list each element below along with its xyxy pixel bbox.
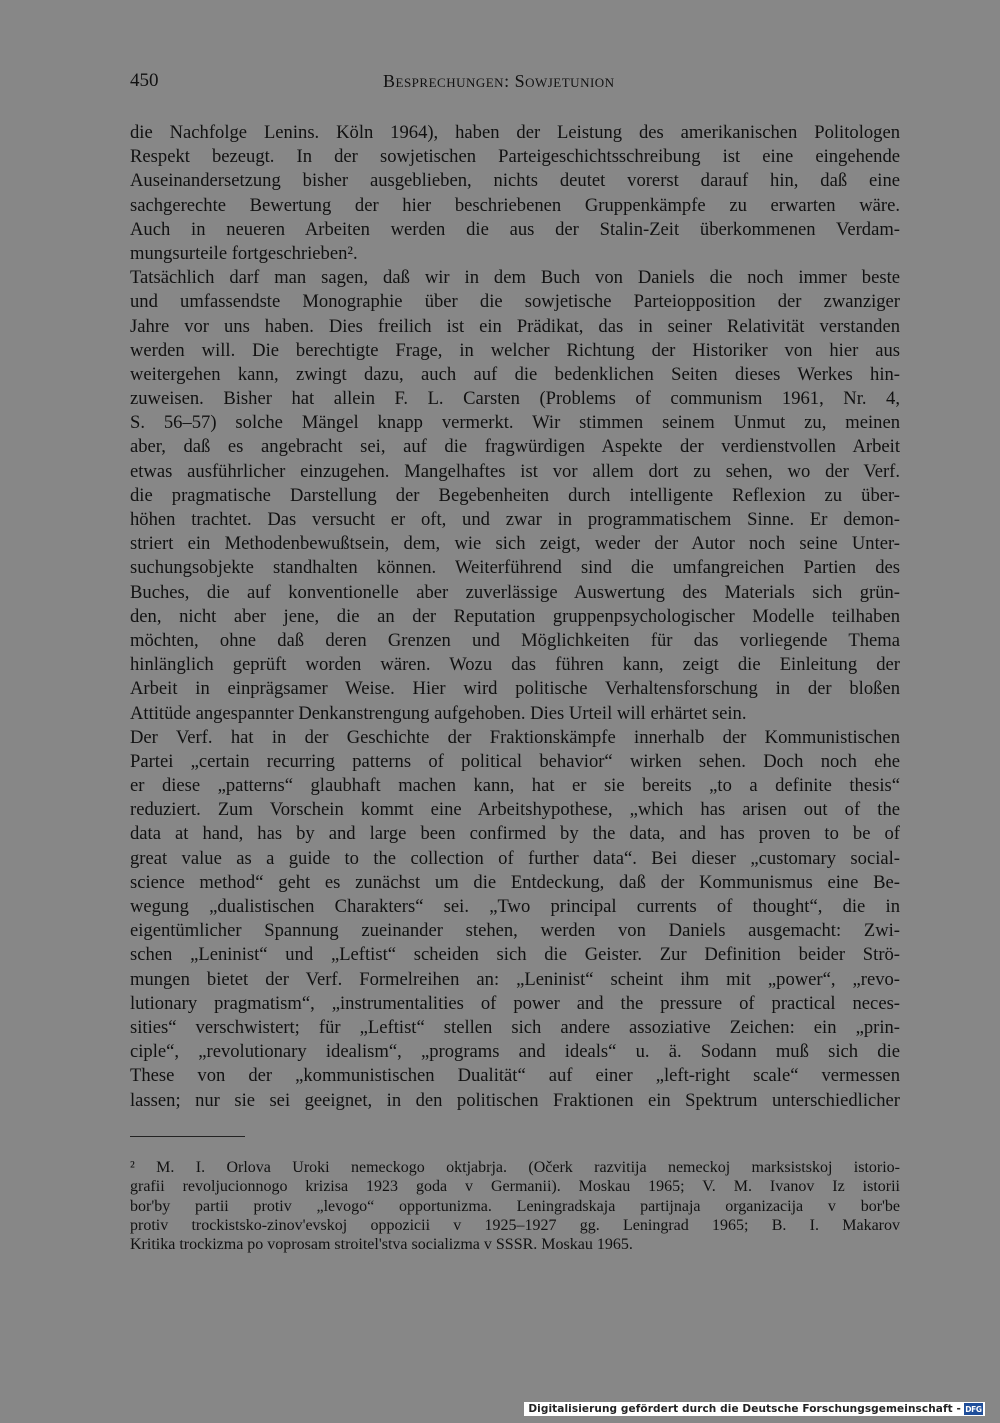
text-line: eigentümlicher Spannung zueinander stehen, werden von Daniels ausgemacht: Zwi- <box>130 920 900 942</box>
text-line: möchten, ohne daß deren Grenzen und Möglichkeiten für das vorliegende Thema <box>130 629 900 651</box>
text-line: Jahre vor uns haben. Dies freilich ist ein Prädikat, das in seiner Relativität verstanden <box>130 315 900 337</box>
text-line: mungsurteile fortgeschrieben². <box>130 242 358 264</box>
text-line: Auch in neueren Arbeiten werden die aus der Stalin-Zeit überkommenen Verdam- <box>130 218 900 240</box>
text-line: These von der „kommunistischen Dualität“ auf einer „left-right scale“ vermessen <box>130 1065 900 1087</box>
text-line: striert ein Methodenbewußtsein, dem, wie sich zeigt, weder der Autor noch seine Unter- <box>130 533 900 555</box>
text-line: und umfassendste Monographie über die sowjetische Parteiopposition der zwanziger <box>130 291 900 313</box>
footnote-line: Kritika trockizma po voprosam stroitel'stva socializma v SSSR. Moskau 1965. <box>130 1236 633 1254</box>
text-line: die pragmatische Darstellung der Begebenheiten durch intelligente Reflexion zu über- <box>130 484 900 506</box>
text-line: great value as a guide to the collection of further data“. Bei dieser „customary social- <box>130 847 900 869</box>
footnote-line: bor'by partii protiv „levogo“ opportunizma. Leningradskaja partijnaja organizacija v bor'be <box>130 1197 900 1215</box>
text-line: Attitüde angespannter Denkanstrengung aufgehoben. Dies Urteil will erhärtet sein. <box>130 702 747 724</box>
text-line: Tatsächlich darf man sagen, daß wir in dem Buch von Daniels die noch immer beste <box>130 267 900 289</box>
text-line: etwas ausführlicher einzugehen. Mangelhaftes ist vor allem dort zu sehen, wo der Verf. <box>130 460 900 482</box>
text-line: Arbeit in einprägsamer Weise. Hier wird politische Verhaltensforschung in der bloßen <box>130 678 900 700</box>
text-line: Respekt bezeugt. In der sowjetischen Parteigeschichtsschreibung ist eine eingehende <box>130 146 900 168</box>
footnote-line: ² M. I. Orlova Uroki nemeckogo oktjabrja. (Očerk razvitija nemeckoj marksistskoj istorio- <box>130 1159 900 1176</box>
text-line: S. 56–57) solche Mängel knapp vermerkt. Wir stimmen seinem Unmut zu, meinen <box>130 412 900 434</box>
page-number: 450 <box>130 70 159 91</box>
footnote-line: protiv trockistsko-zinov'evskoj oppozicii v 1925–1927 gg. Leningrad 1965; B. I. Makarov <box>130 1216 900 1234</box>
footnote-2 <box>130 1158 900 1254</box>
funding-notice <box>524 1402 985 1416</box>
text-line: Der Verf. hat in der Geschichte der Fraktionskämpfe innerhalb der Kommunistischen <box>130 726 900 748</box>
text-line: Auseinandersetzung bisher ausgeblieben, nichts deutet vorerst darauf hin, daß eine <box>130 170 900 192</box>
running-title: Besprechungen: Sowjetunion <box>383 71 615 91</box>
text-line: ciple“, „revolutionary idealism“, „programs and ideals“ u. ä. Sodann muß sich die <box>130 1041 900 1063</box>
text-line: Buches, die auf konventionelle aber zuverlässige Auswertung des Materials sich grün- <box>130 581 900 603</box>
paragraph-3 <box>130 726 900 1113</box>
footnote-divider <box>130 1136 245 1137</box>
text-line: werden will. Die berechtigte Frage, in welcher Richtung der Historiker von hier aus <box>130 339 900 361</box>
text-line: zuweisen. Bisher hat allein F. L. Carsten (Problems of communism 1961, Nr. 4, <box>130 388 900 410</box>
text-line: weitergehen kann, zwingt dazu, auch auf die bedenklichen Seiten dieses Werkes hin- <box>130 363 900 385</box>
running-head <box>130 70 900 94</box>
text-line: reduziert. Zum Vorschein kommt eine Arbeitshypothese, „which has arisen out of the <box>130 799 900 821</box>
paragraph-2 <box>130 266 900 726</box>
text-line: höhen trachtet. Das versucht er oft, und zwar in programmatischem Sinne. Er demon- <box>130 509 900 530</box>
funding-text: Digitalisierung gefördert durch die Deutsche Forschungsgemeinschaft - <box>528 1403 961 1415</box>
text-line: data at hand, has by and large been confirmed by the data, and has proven to be of <box>130 823 900 845</box>
text-line: lutionary pragmatism“, „instrumentalities of power and the pressure of practical neces- <box>130 992 900 1014</box>
text-line: lassen; nur sie sei geeignet, in den politischen Fraktionen ein Spektrum unterschiedlicher <box>130 1089 900 1111</box>
text-line: Partei „certain recurring patterns of political behavior“ wirken sehen. Doch noch ehe <box>130 750 900 772</box>
text-line: die Nachfolge Lenins. Köln 1964), haben der Leistung des amerikanischen Politologen <box>130 122 900 143</box>
text-line: hinlänglich geprüft worden wären. Wozu das führen kann, zeigt die Einleitung der <box>130 654 900 676</box>
text-line: wegung „dualistischen Charakters“ sei. „Two principal currents of thought“, die in <box>130 896 900 917</box>
text-line: suchungsobjekte standhalten können. Weiterführend sind die umfangreichen Partien des <box>130 557 900 579</box>
text-line: sachgerechte Bewertung der hier beschriebenen Gruppenkämpfe zu erwarten wäre. <box>130 194 900 216</box>
text-line: mungen bietet der Verf. Formelreihen an: „Leninist“ scheint ihm mit „power“, „revo- <box>130 968 900 990</box>
text-line: sities“ verschwistert; für „Leftist“ stellen sich andere assoziative Zeichen: ein „prin- <box>130 1016 900 1038</box>
paragraph-1 <box>130 121 900 266</box>
body-text <box>130 121 900 1113</box>
text-line: den, nicht aber jene, die an der Reputation gruppenpsychologischer Modelle teilhaben <box>130 605 900 627</box>
dfg-logo-icon: DFG <box>965 1404 982 1414</box>
text-line: schen „Leninist“ und „Leftist“ scheiden sich die Geister. Zur Definition beider Strö- <box>130 944 900 966</box>
text-line: aber, daß es angebracht sei, auf die fragwürdigen Aspekte der verdienstvollen Arbeit <box>130 436 900 458</box>
text-line: er diese „patterns“ glaubhaft machen kann, hat er sie bereits „to a definite thesis“ <box>130 775 900 797</box>
footnote-line: grafii revoljucionnogo krizisa 1923 goda v Germanii). Moskau 1965; V. M. Ivanov Iz istorii <box>130 1178 900 1196</box>
text-line: science method“ geht es zunächst um die Entdeckung, daß der Kommunismus eine Be- <box>130 871 900 893</box>
